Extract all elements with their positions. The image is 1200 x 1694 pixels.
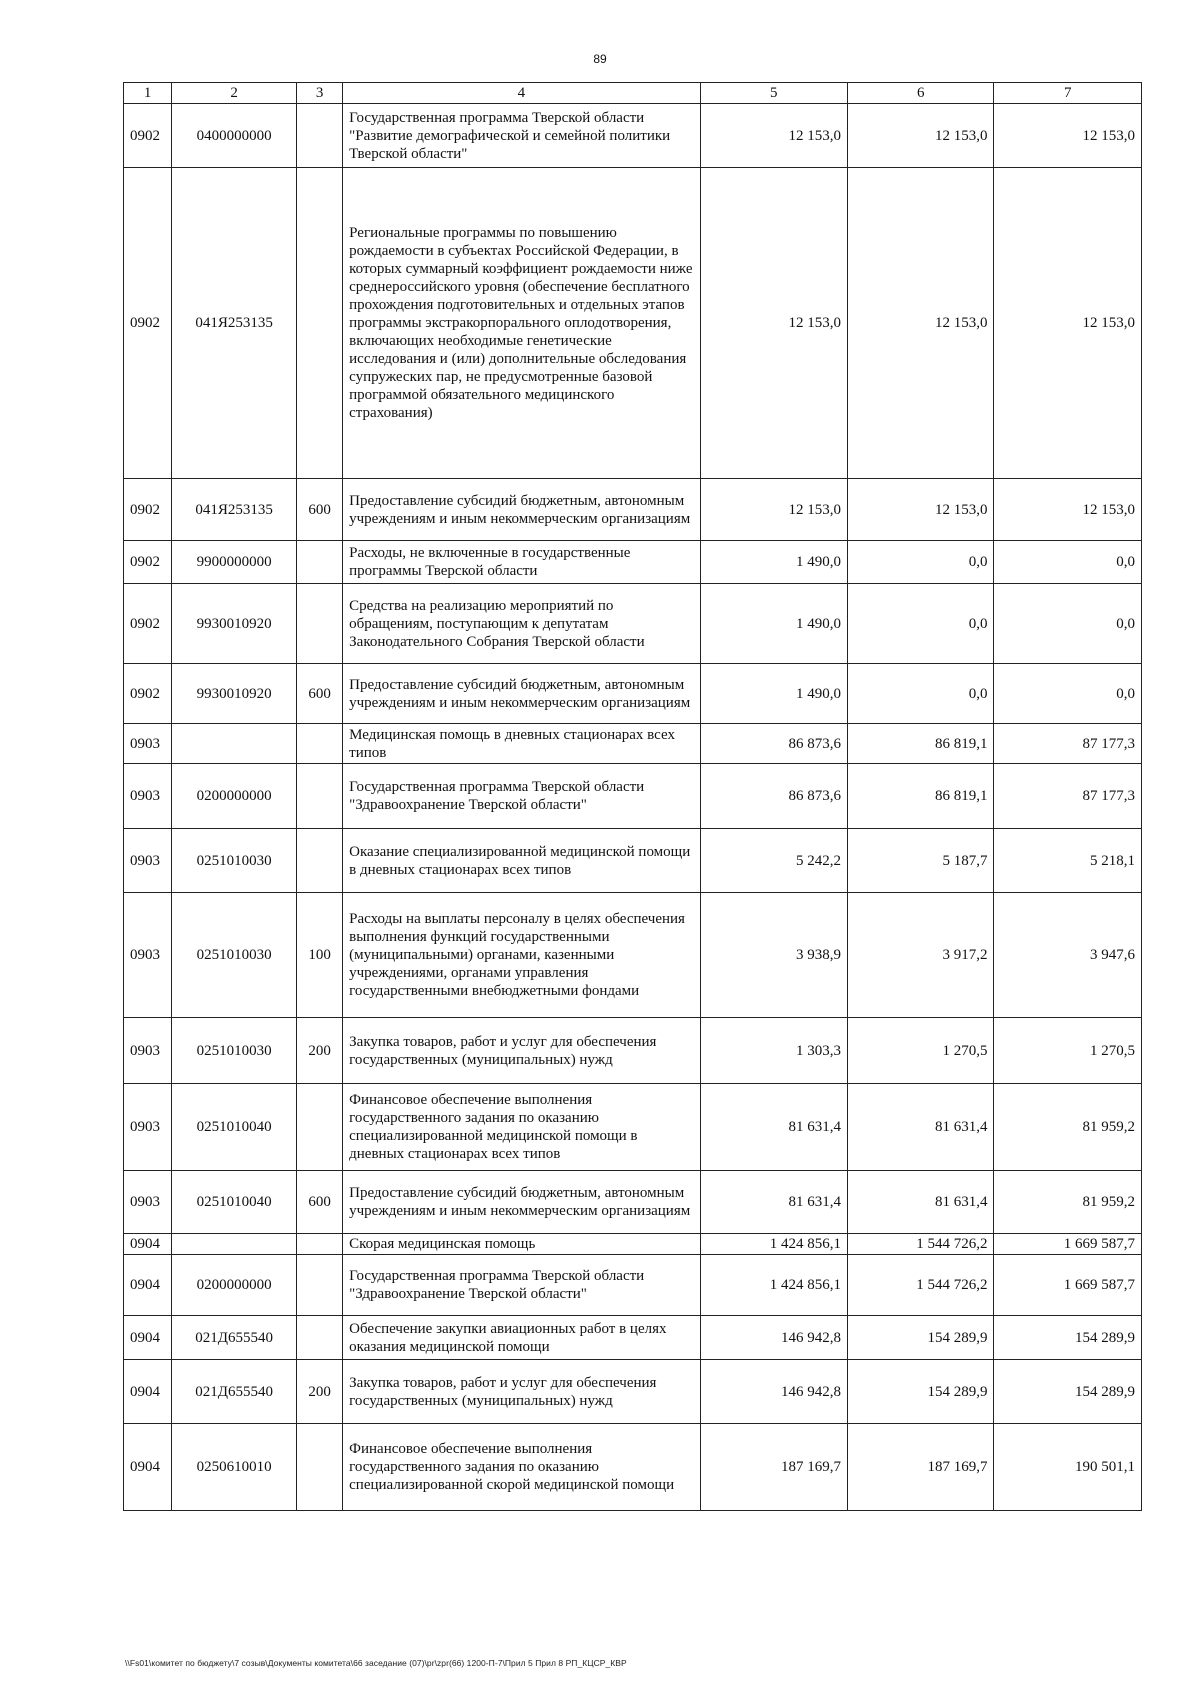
- amount-col5-cell: 1 490,0: [700, 584, 847, 664]
- amount-col6-cell: 3 917,2: [848, 893, 994, 1018]
- target-code-cell: 0200000000: [172, 1255, 297, 1316]
- section-code-cell: 0902: [124, 479, 172, 541]
- table-row: [124, 1424, 1142, 1511]
- table-row: [124, 1084, 1142, 1171]
- item-name-cell: Закупка товаров, работ и услуг для обеспечения государственных (муниципальных) нужд: [343, 1018, 700, 1084]
- target-code-cell: 9930010920: [172, 664, 297, 724]
- column-header: 7: [994, 83, 1142, 104]
- table-row: [124, 764, 1142, 829]
- amount-col5-cell: 86 873,6: [700, 764, 847, 829]
- item-name-cell: Государственная программа Тверской области "Развитие демографической и семейной политики Тверской области": [343, 104, 700, 168]
- amount-col7-cell: 81 959,2: [994, 1171, 1142, 1234]
- target-code-cell: [172, 1234, 297, 1255]
- amount-col6-cell: 154 289,9: [848, 1360, 994, 1424]
- file-path-footer: \\Fs01\комитет по бюджету\7 созыв\Документы комитета\66 заседание (07)\pr\zpr(66) 1200-П-7\Прил 5 Прил 8 РП_КЦСР_КВР: [125, 1658, 627, 1668]
- item-name-cell: Предоставление субсидий бюджетным, автономным учреждениям и иным некоммерческим организациям: [343, 479, 700, 541]
- item-name-cell: Финансовое обеспечение выполнения государственного задания по оказанию специализированной скорой медицинской помощи: [343, 1424, 700, 1511]
- table-row: [124, 1234, 1142, 1255]
- amount-col7-cell: 1 669 587,7: [994, 1234, 1142, 1255]
- amount-col7-cell: 12 153,0: [994, 168, 1142, 479]
- item-name-cell: Предоставление субсидий бюджетным, автономным учреждениям и иным некоммерческим организациям: [343, 664, 700, 724]
- page-number: 89: [593, 52, 607, 66]
- expense-type-cell: [297, 168, 343, 479]
- item-name-cell: Предоставление субсидий бюджетным, автономным учреждениям и иным некоммерческим организациям: [343, 1171, 700, 1234]
- amount-col7-cell: 1 669 587,7: [994, 1255, 1142, 1316]
- item-name-cell: Оказание специализированной медицинской помощи в дневных стационарах всех типов: [343, 829, 700, 893]
- amount-col6-cell: 81 631,4: [848, 1171, 994, 1234]
- target-code-cell: 0251010030: [172, 1018, 297, 1084]
- amount-col6-cell: 12 153,0: [848, 104, 994, 168]
- amount-col6-cell: 1 544 726,2: [848, 1255, 994, 1316]
- table-row: [124, 479, 1142, 541]
- item-name-cell: Финансовое обеспечение выполнения государственного задания по оказанию специализированной медицинской помощи в дневных стационарах всех типов: [343, 1084, 700, 1171]
- table-row: [124, 893, 1142, 1018]
- expense-type-cell: [297, 724, 343, 764]
- section-code-cell: 0903: [124, 1018, 172, 1084]
- item-name-cell: Медицинская помощь в дневных стационарах всех типов: [343, 724, 700, 764]
- section-code-cell: 0903: [124, 829, 172, 893]
- amount-col5-cell: 5 242,2: [700, 829, 847, 893]
- item-name-cell: Расходы, не включенные в государственные программы Тверской области: [343, 541, 700, 584]
- expense-type-cell: [297, 1424, 343, 1511]
- expense-type-cell: [297, 764, 343, 829]
- target-code-cell: 041Я253135: [172, 479, 297, 541]
- expense-type-cell: [297, 1316, 343, 1360]
- amount-col7-cell: 1 270,5: [994, 1018, 1142, 1084]
- target-code-cell: 0251010030: [172, 893, 297, 1018]
- section-code-cell: 0903: [124, 893, 172, 1018]
- column-header: 3: [297, 83, 343, 104]
- amount-col7-cell: 5 218,1: [994, 829, 1142, 893]
- expense-type-cell: 200: [297, 1360, 343, 1424]
- expense-type-cell: 600: [297, 1171, 343, 1234]
- section-code-cell: 0904: [124, 1360, 172, 1424]
- expense-type-cell: [297, 1084, 343, 1171]
- amount-col6-cell: 86 819,1: [848, 724, 994, 764]
- section-code-cell: 0903: [124, 1171, 172, 1234]
- amount-col7-cell: 190 501,1: [994, 1424, 1142, 1511]
- target-code-cell: 0251010040: [172, 1171, 297, 1234]
- amount-col5-cell: 12 153,0: [700, 104, 847, 168]
- amount-col5-cell: 146 942,8: [700, 1316, 847, 1360]
- amount-col6-cell: 1 544 726,2: [848, 1234, 994, 1255]
- item-name-cell: Обеспечение закупки авиационных работ в целях оказания медицинской помощи: [343, 1316, 700, 1360]
- table-row: [124, 829, 1142, 893]
- section-code-cell: 0904: [124, 1424, 172, 1511]
- item-name-cell: Государственная программа Тверской области "Здравоохранение Тверской области": [343, 764, 700, 829]
- amount-col5-cell: 3 938,9: [700, 893, 847, 1018]
- budget-table: [123, 82, 1142, 1511]
- table-body: [124, 104, 1142, 1511]
- table-row: [124, 104, 1142, 168]
- table-row: [124, 1171, 1142, 1234]
- target-code-cell: 9930010920: [172, 584, 297, 664]
- amount-col5-cell: 12 153,0: [700, 479, 847, 541]
- target-code-cell: 021Д655540: [172, 1360, 297, 1424]
- amount-col5-cell: 146 942,8: [700, 1360, 847, 1424]
- item-name-cell: Региональные программы по повышению рождаемости в субъектах Российской Федерации, в которых суммарный коэффициент рождаемости ниже среднероссийского уровня (обеспечение бесплатного прохождения подготовительных и отдельных этапов программы экстракорпорального оплодотворения, включающих необходимые генетические исследования и (или) дополнительные обследования супружеских пар, не предусмотренные базовой программой обязательного медицинского страхования): [343, 168, 700, 479]
- expense-type-cell: [297, 541, 343, 584]
- amount-col6-cell: 0,0: [848, 541, 994, 584]
- section-code-cell: 0903: [124, 1084, 172, 1171]
- table-header-row: [124, 83, 1142, 104]
- expense-type-cell: 100: [297, 893, 343, 1018]
- target-code-cell: 0200000000: [172, 764, 297, 829]
- amount-col5-cell: 1 424 856,1: [700, 1234, 847, 1255]
- item-name-cell: Средства на реализацию мероприятий по обращениям, поступающим к депутатам Законодательного Собрания Тверской области: [343, 584, 700, 664]
- column-header: 2: [172, 83, 297, 104]
- amount-col5-cell: 81 631,4: [700, 1171, 847, 1234]
- amount-col7-cell: 0,0: [994, 584, 1142, 664]
- amount-col7-cell: 0,0: [994, 664, 1142, 724]
- column-header: 6: [848, 83, 994, 104]
- column-header: 4: [343, 83, 700, 104]
- table-row: [124, 1018, 1142, 1084]
- table-row: [124, 1360, 1142, 1424]
- amount-col5-cell: 81 631,4: [700, 1084, 847, 1171]
- expense-type-cell: [297, 829, 343, 893]
- expense-type-cell: [297, 104, 343, 168]
- item-name-cell: Закупка товаров, работ и услуг для обеспечения государственных (муниципальных) нужд: [343, 1360, 700, 1424]
- item-name-cell: Государственная программа Тверской области "Здравоохранение Тверской области": [343, 1255, 700, 1316]
- section-code-cell: 0902: [124, 541, 172, 584]
- expense-type-cell: 600: [297, 664, 343, 724]
- amount-col7-cell: 154 289,9: [994, 1316, 1142, 1360]
- amount-col5-cell: 1 490,0: [700, 664, 847, 724]
- expense-type-cell: [297, 1255, 343, 1316]
- section-code-cell: 0902: [124, 584, 172, 664]
- amount-col6-cell: 12 153,0: [848, 168, 994, 479]
- item-name-cell: Расходы на выплаты персоналу в целях обеспечения выполнения функций государственными (муниципальными) органами, казенными учреждениями, органами управления государственными внебюджетными фондами: [343, 893, 700, 1018]
- section-code-cell: 0904: [124, 1234, 172, 1255]
- expense-type-cell: [297, 1234, 343, 1255]
- amount-col6-cell: 12 153,0: [848, 479, 994, 541]
- amount-col6-cell: 0,0: [848, 664, 994, 724]
- target-code-cell: 0250610010: [172, 1424, 297, 1511]
- amount-col5-cell: 1 424 856,1: [700, 1255, 847, 1316]
- amount-col7-cell: 154 289,9: [994, 1360, 1142, 1424]
- target-code-cell: [172, 724, 297, 764]
- amount-col6-cell: 1 270,5: [848, 1018, 994, 1084]
- table-row: [124, 1316, 1142, 1360]
- amount-col5-cell: 86 873,6: [700, 724, 847, 764]
- amount-col7-cell: 12 153,0: [994, 104, 1142, 168]
- amount-col7-cell: 81 959,2: [994, 1084, 1142, 1171]
- amount-col7-cell: 0,0: [994, 541, 1142, 584]
- column-header: 5: [700, 83, 847, 104]
- section-code-cell: 0904: [124, 1316, 172, 1360]
- amount-col7-cell: 87 177,3: [994, 764, 1142, 829]
- expense-type-cell: 600: [297, 479, 343, 541]
- table-row: [124, 724, 1142, 764]
- amount-col6-cell: 81 631,4: [848, 1084, 994, 1171]
- table-row: [124, 541, 1142, 584]
- amount-col7-cell: 12 153,0: [994, 479, 1142, 541]
- amount-col6-cell: 187 169,7: [848, 1424, 994, 1511]
- amount-col6-cell: 0,0: [848, 584, 994, 664]
- target-code-cell: 0400000000: [172, 104, 297, 168]
- section-code-cell: 0902: [124, 168, 172, 479]
- expense-type-cell: 200: [297, 1018, 343, 1084]
- target-code-cell: 0251010040: [172, 1084, 297, 1171]
- target-code-cell: 041Я253135: [172, 168, 297, 479]
- amount-col7-cell: 87 177,3: [994, 724, 1142, 764]
- amount-col6-cell: 5 187,7: [848, 829, 994, 893]
- amount-col5-cell: 187 169,7: [700, 1424, 847, 1511]
- section-code-cell: 0903: [124, 764, 172, 829]
- amount-col5-cell: 1 490,0: [700, 541, 847, 584]
- item-name-cell: Скорая медицинская помощь: [343, 1234, 700, 1255]
- table-row: [124, 1255, 1142, 1316]
- table-row: [124, 664, 1142, 724]
- column-header: 1: [124, 83, 172, 104]
- section-code-cell: 0903: [124, 724, 172, 764]
- table-row: [124, 168, 1142, 479]
- expense-type-cell: [297, 584, 343, 664]
- section-code-cell: 0902: [124, 104, 172, 168]
- amount-col6-cell: 86 819,1: [848, 764, 994, 829]
- amount-col5-cell: 12 153,0: [700, 168, 847, 479]
- section-code-cell: 0904: [124, 1255, 172, 1316]
- amount-col6-cell: 154 289,9: [848, 1316, 994, 1360]
- amount-col5-cell: 1 303,3: [700, 1018, 847, 1084]
- target-code-cell: 0251010030: [172, 829, 297, 893]
- amount-col7-cell: 3 947,6: [994, 893, 1142, 1018]
- target-code-cell: 021Д655540: [172, 1316, 297, 1360]
- section-code-cell: 0902: [124, 664, 172, 724]
- table-row: [124, 584, 1142, 664]
- target-code-cell: 9900000000: [172, 541, 297, 584]
